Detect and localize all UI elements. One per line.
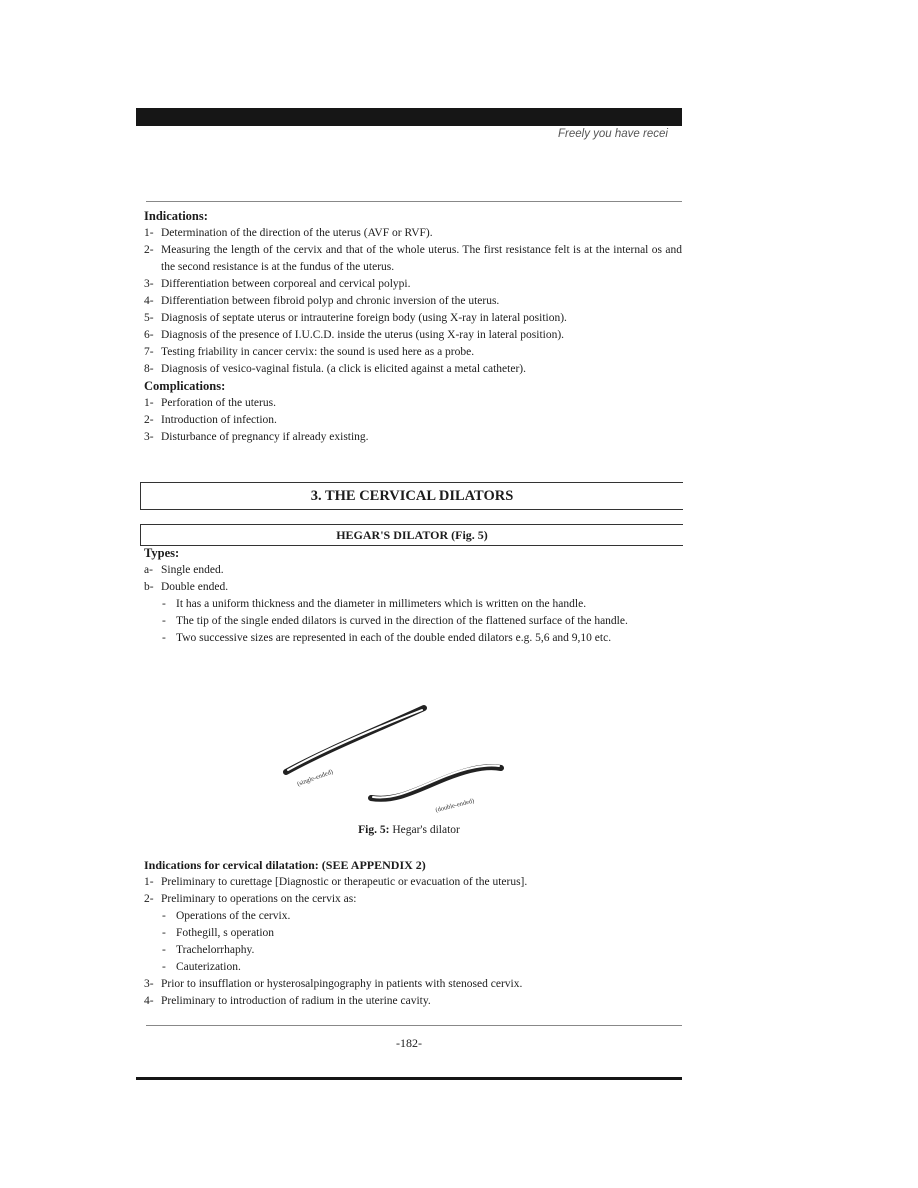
indications-heading: Indications: [144,209,208,223]
dash-bullet: - [162,910,166,922]
dash-bullet: - [162,615,166,627]
list-item [144,242,682,276]
page-number: -182- [396,1036,422,1050]
list-item [144,327,682,344]
item-text: Diagnosis of vesico-vaginal fistula. (a click is elicited against a metal catheter). [161,363,526,375]
item-text: Diagnosis of septate uterus or intrauterine foreign body (using X-ray in lateral position). [161,312,567,324]
header-note: Freely you have recei [558,128,668,140]
top-black-bar [136,108,682,126]
note-item [144,596,682,613]
sub-item [144,942,682,959]
item-number: 1- [144,227,154,239]
list-item [144,891,682,908]
note-text: It has a uniform thickness and the diameter in millimeters which is written on the handle. [176,598,587,610]
sub-item [144,959,682,976]
figure-caption [136,824,682,836]
item-text: Single ended. [161,564,224,576]
sub-item-text: Fothegill, s operation [176,927,275,939]
section-title: 3. THE CERVICAL DILATORS [140,482,683,510]
item-number: 1- [144,397,154,409]
single-ended-label: (single-ended) [296,768,334,788]
list-item [144,395,682,412]
caption-text: Hegar's dilator [389,824,460,836]
top-divider [146,201,682,202]
dash-bullet: - [162,632,166,644]
subsection-title: HEGAR'S DILATOR (Fig. 5) [140,524,683,546]
dash-bullet: - [162,944,166,956]
list-item [144,310,682,327]
item-number: 2- [144,893,154,905]
item-text: Differentiation between fibroid polyp and chronic inversion of the uterus. [161,295,500,307]
dash-bullet: - [162,961,166,973]
item-text: Testing friability in cancer cervix: the sound is used here as a probe. [161,346,475,358]
item-number: 5- [144,312,154,324]
list-item [144,562,682,579]
sub-item-text: Trachelorrhaphy. [176,944,255,956]
sub-item [144,925,682,942]
list-item [144,429,682,446]
types-section [144,545,682,647]
sub-item-text: Cauterization. [176,961,241,973]
item-number: 7- [144,346,154,358]
sub-item [144,908,682,925]
item-number: 8- [144,363,154,375]
note-item [144,630,682,647]
note-text: The tip of the single ended dilators is curved in the direction of the flattened surface of the handle. [176,615,628,627]
bottom-divider [146,1025,682,1026]
dilatation-heading: Indications for cervical dilatation: (SEE APPENDIX 2) [144,858,426,872]
item-number: 1- [144,876,154,888]
list-item [144,293,682,310]
indications-section [144,208,682,446]
list-item [144,361,682,378]
item-text: Prior to insufflation or hysterosalpingography in patients with stenosed cervix. [161,978,523,990]
caption-prefix: Fig. 5: [358,824,390,836]
single-ended-dilator-icon [286,708,424,772]
item-text: Double ended. [161,581,229,593]
item-text: Perforation of the uterus. [161,397,276,409]
hegar-dilator-figure [276,700,516,820]
list-item [144,874,682,891]
item-text: Diagnosis of the presence of I.U.C.D. inside the uterus (using X-ray in lateral position). [161,329,565,341]
list-item [144,276,682,293]
item-number: 4- [144,995,154,1007]
list-item [144,344,682,361]
bottom-black-bar [136,1077,682,1080]
item-number: 6- [144,329,154,341]
item-text: Measuring the length of the cervix and that of the whole uterus. The first resistance felt is at the internal os and the second resistance is at the fundus of the uterus. [161,244,682,273]
list-item [144,579,682,596]
complications-heading: Complications: [144,379,226,393]
list-item [144,993,682,1010]
note-item [144,613,682,630]
note-text: Two successive sizes are represented in each of the double ended dilators e.g. 5,6 and 9,10 etc. [176,632,612,644]
item-text: Determination of the direction of the uterus (AVF or RVF). [161,227,433,239]
item-text: Preliminary to introduction of radium in the uterine cavity. [161,995,431,1007]
list-item [144,412,682,429]
dash-bullet: - [162,598,166,610]
double-ended-dilator-icon [371,765,501,798]
item-number: 2- [144,414,154,426]
item-text: Introduction of infection. [161,414,277,426]
item-text: Preliminary to curettage [Diagnostic or therapeutic or evacuation of the uterus]. [161,876,528,888]
list-item [144,225,682,242]
double-ended-label: (double-ended) [434,797,476,814]
dash-bullet: - [162,927,166,939]
item-text: Preliminary to operations on the cervix as: [161,893,357,905]
sub-item-text: Operations of the cervix. [176,910,291,922]
item-number: 2- [144,244,154,256]
types-heading: Types: [144,546,180,560]
dilatation-section [144,857,682,1010]
item-number: 4- [144,295,154,307]
scanned-page [136,0,682,1188]
list-item [144,976,682,993]
item-number: 3- [144,278,154,290]
item-number: a- [144,564,153,576]
item-number: 3- [144,978,154,990]
item-text: Disturbance of pregnancy if already existing. [161,431,369,443]
item-number: b- [144,581,154,593]
item-number: 3- [144,431,154,443]
item-text: Differentiation between corporeal and cervical polypi. [161,278,411,290]
